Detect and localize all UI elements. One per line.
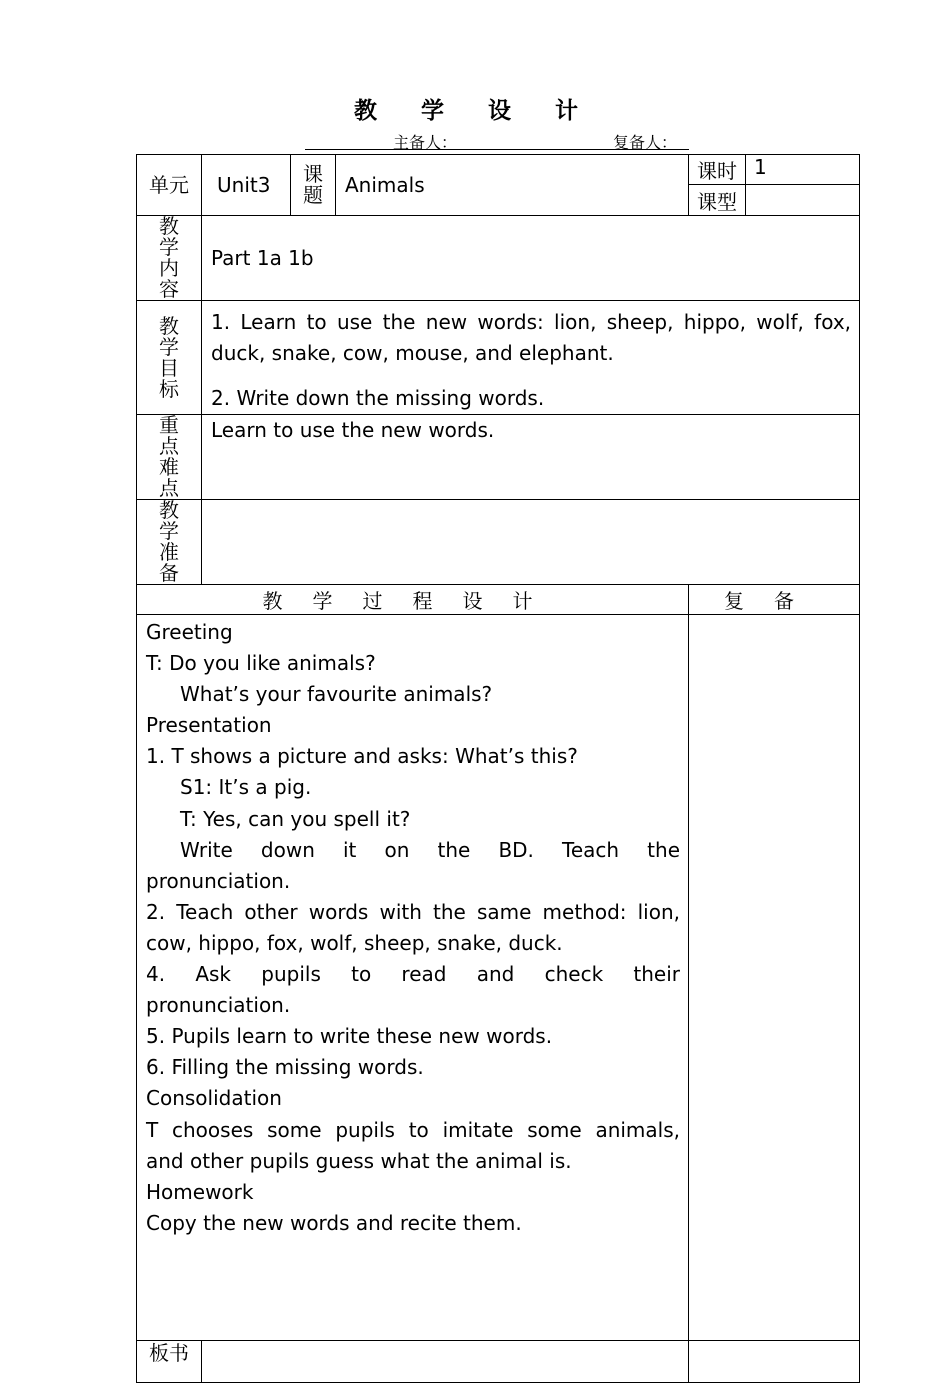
objective-item: 1. Learn to use the new words: lion, sheep, hippo, wolf, fox, duck, snake, cow, mouse, and elephant. xyxy=(211,310,852,365)
process-line: pronunciation. xyxy=(146,993,291,1018)
process-content xyxy=(137,615,689,1341)
board-label: 板书 xyxy=(137,1341,202,1383)
preparers-line xyxy=(305,129,689,150)
objective-item: 2. Write down the missing words. xyxy=(211,386,545,410)
process-line: cow, hippo, fox, wolf, sheep, snake, duck. xyxy=(146,930,563,955)
process-line: 6. Filling the missing words. xyxy=(146,1055,424,1080)
process-line: What’s your favourite animals? xyxy=(180,682,493,707)
review-notes xyxy=(689,615,860,1341)
preparation-label: 教学准备 xyxy=(137,500,202,585)
process-line: Copy the new words and recite them. xyxy=(146,1210,522,1235)
period-label: 课时 xyxy=(689,155,746,185)
process-line: Consolidation xyxy=(146,1086,282,1111)
content-label: 教学内容 xyxy=(137,216,202,301)
process-header: 教学过程设计 xyxy=(137,585,689,615)
process-line: 1. T shows a picture and asks: What’s this? xyxy=(146,744,578,769)
lesson-plan-table xyxy=(136,154,860,1383)
objectives-list xyxy=(202,301,860,415)
process-line: T: Yes, can you spell it? xyxy=(180,806,411,831)
unit-value: Unit3 xyxy=(202,155,291,216)
process-line: 4. Ask pupils to read and check their xyxy=(146,962,681,987)
unit-label: 单元 xyxy=(137,155,202,216)
topic-value: Animals xyxy=(336,155,689,216)
type-label: 课型 xyxy=(689,185,746,216)
main-preparer-label: 主备人： xyxy=(393,133,458,152)
process-line: 5. Pupils learn to write these new words. xyxy=(146,1024,553,1049)
co-preparer-label: 复备人： xyxy=(613,133,678,152)
process-line: pronunciation. xyxy=(146,868,291,893)
process-line: Write down it on the BD. Teach the xyxy=(180,837,681,862)
key-points-value: Learn to use the new words. xyxy=(202,415,860,500)
board-review xyxy=(689,1341,860,1383)
process-line: 2. Teach other words with the same method: lion, xyxy=(146,899,681,924)
process-line: Homework xyxy=(146,1179,254,1204)
process-line: S1: It’s a pig. xyxy=(180,775,312,800)
process-line: T chooses some pupils to imitate some animals, xyxy=(146,1117,681,1142)
process-line: Greeting xyxy=(146,620,233,644)
board-value xyxy=(202,1341,689,1383)
review-header: 复备 xyxy=(689,585,860,615)
preparation-value xyxy=(202,500,860,585)
key-points-label: 重点难点 xyxy=(137,415,202,500)
type-value xyxy=(746,185,860,216)
process-line: and other pupils guess what the animal is. xyxy=(146,1148,572,1173)
period-value: 1 xyxy=(746,155,860,185)
content-value: Part 1a 1b xyxy=(202,216,860,301)
topic-label: 课题 xyxy=(291,155,336,216)
process-line: Presentation xyxy=(146,713,272,738)
process-line: T: Do you like animals? xyxy=(146,651,376,676)
page-title: 教 学 设 计 xyxy=(353,97,597,124)
objectives-label: 教学目标 xyxy=(137,301,202,415)
